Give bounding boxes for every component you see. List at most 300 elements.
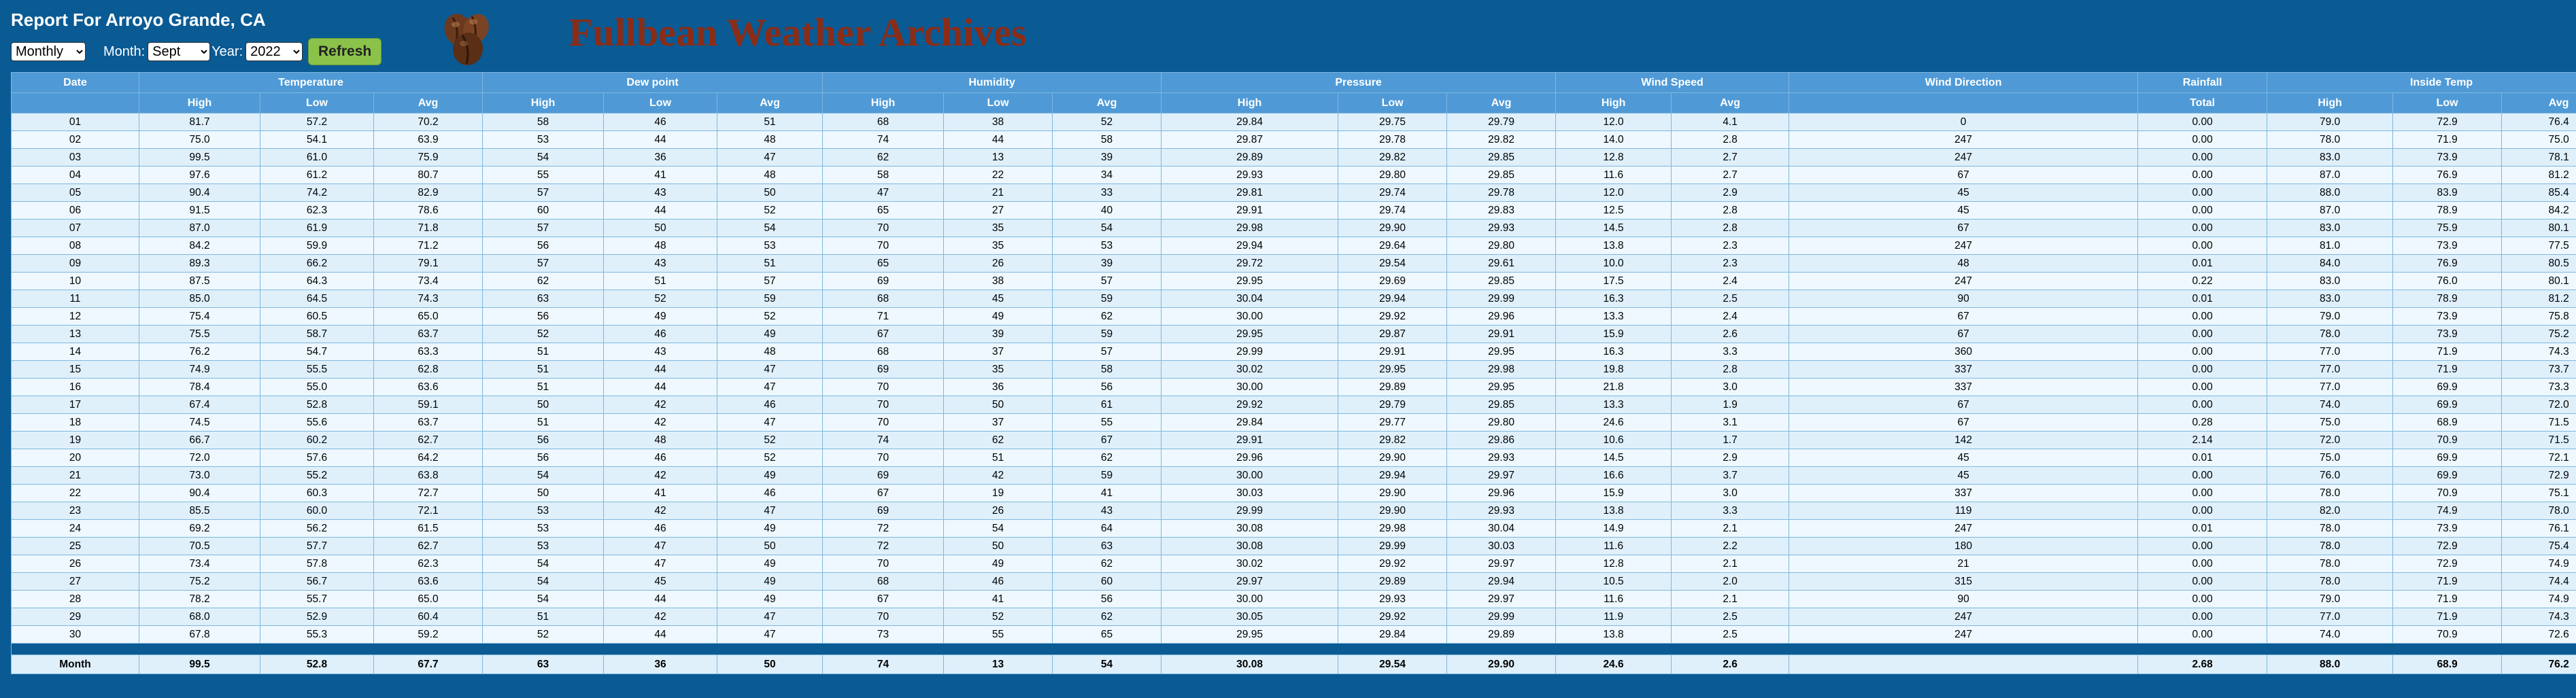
table-cell: 54 [483,591,604,608]
group-header-wind-speed: Wind Speed [1556,73,1789,93]
table-cell: 75.2 [139,573,260,591]
table-cell: 30.04 [1447,520,1556,538]
table-cell: 81.7 [139,114,260,131]
table-row [12,255,2576,273]
table-cell: 50 [483,485,604,502]
table-cell: 25 [12,538,139,555]
summary-cell: 63 [483,655,604,674]
subheader-cell: Avg [717,93,823,114]
table-cell: 13 [944,149,1053,167]
table-cell: 247 [1789,131,2138,149]
table-cell: 12.8 [1556,555,1672,573]
table-cell: 76.1 [2502,520,2576,538]
table-cell: 37 [944,343,1053,361]
table-row [12,308,2576,326]
table-cell: 12.8 [1556,149,1672,167]
table-cell: 60 [1053,573,1162,591]
table-cell: 247 [1789,149,2138,167]
table-cell: 57 [1053,343,1162,361]
table-cell: 30 [12,626,139,644]
month-select[interactable] [148,42,210,61]
table-cell: 39 [1053,149,1162,167]
table-cell: 2.8 [1672,131,1789,149]
summary-cell: 30.08 [1162,655,1338,674]
table-cell: 59.1 [374,396,483,414]
table-cell: 29.97 [1447,555,1556,573]
subheader-cell: Low [260,93,374,114]
table-cell: 85.0 [139,290,260,308]
table-cell: 56 [1053,379,1162,396]
summary-cell: 29.90 [1447,655,1556,674]
summary-cell: 99.5 [139,655,260,674]
table-cell: 29.99 [1447,290,1556,308]
table-cell: 47 [717,361,823,379]
table-cell: 76.4 [2502,114,2576,131]
table-cell: 49 [717,520,823,538]
table-cell: 2.1 [1672,520,1789,538]
subheader-cell: Avg [2502,93,2576,114]
table-cell: 78.4 [139,379,260,396]
table-cell: 67.4 [139,396,260,414]
table-cell: 64.5 [260,290,374,308]
table-cell: 14 [12,343,139,361]
table-cell: 48 [1789,255,2138,273]
summary-cell: 52.8 [260,655,374,674]
table-cell: 29.93 [1447,449,1556,467]
table-cell: 69 [823,502,944,520]
table-cell: 69.9 [2393,379,2502,396]
table-cell: 49 [717,555,823,573]
table-cell: 0.00 [2138,361,2267,379]
table-cell: 81.2 [2502,290,2576,308]
table-cell: 71.9 [2393,608,2502,626]
table-cell: 44 [604,379,717,396]
table-cell: 13.8 [1556,626,1672,644]
table-cell: 0.00 [2138,467,2267,485]
table-cell: 29.98 [1338,520,1447,538]
table-cell: 10.0 [1556,255,1672,273]
table-row [12,467,2576,485]
table-cell: 49 [717,326,823,343]
table-cell: 29.90 [1338,502,1447,520]
table-cell: 29.95 [1338,361,1447,379]
table-cell: 68.9 [2393,414,2502,432]
table-row [12,520,2576,538]
subheader-cell: Avg [1447,93,1556,114]
table-cell: 337 [1789,379,2138,396]
table-cell: 16.3 [1556,343,1672,361]
table-cell: 42 [604,467,717,485]
summary-cell: 2.6 [1672,655,1789,674]
table-cell: 72.1 [374,502,483,520]
table-cell: 13 [12,326,139,343]
table-cell: 29.54 [1338,255,1447,273]
table-cell: 0.00 [2138,555,2267,573]
table-cell: 11.9 [1556,608,1672,626]
table-cell: 62 [1053,308,1162,326]
table-cell: 73.7 [2502,361,2576,379]
table-cell: 65.0 [374,308,483,326]
table-cell: 1.9 [1672,396,1789,414]
table-cell: 42 [604,396,717,414]
table-cell: 54 [717,220,823,237]
table-cell: 57.6 [260,449,374,467]
table-cell: 47 [717,608,823,626]
table-cell: 91.5 [139,202,260,220]
table-cell: 76.2 [139,343,260,361]
table-cell: 29.69 [1338,273,1447,290]
table-cell: 29.79 [1447,114,1556,131]
table-cell: 80.1 [2502,220,2576,237]
table-cell: 75.0 [2267,449,2393,467]
table-cell: 47 [717,626,823,644]
table-cell: 65 [1053,626,1162,644]
table-cell: 67 [1789,326,2138,343]
table-cell: 46 [717,396,823,414]
table-cell: 43 [604,343,717,361]
table-cell: 12.0 [1556,114,1672,131]
table-cell: 2.2 [1672,538,1789,555]
table-cell: 30.00 [1162,308,1338,326]
table-cell: 51 [483,414,604,432]
table-cell: 73.9 [2393,149,2502,167]
table-cell: 84.2 [139,237,260,255]
table-cell: 16 [12,379,139,396]
table-cell: 29.74 [1338,202,1447,220]
table-cell: 87.0 [2267,167,2393,184]
table-cell: 85.5 [139,502,260,520]
table-cell: 2.4 [1672,308,1789,326]
table-row [12,608,2576,626]
table-cell: 11.6 [1556,591,1672,608]
table-cell: 51 [604,273,717,290]
table-cell: 4.1 [1672,114,1789,131]
table-cell: 54 [483,555,604,573]
table-cell: 62 [1053,608,1162,626]
table-cell: 74.9 [2502,555,2576,573]
table-cell: 60.3 [260,485,374,502]
table-cell: 68 [823,290,944,308]
refresh-button[interactable]: Refresh [308,38,382,65]
table-cell: 52.9 [260,608,374,626]
table-cell: 59 [1053,326,1162,343]
table-cell: 10.6 [1556,432,1672,449]
table-cell: 45 [1789,202,2138,220]
table-row [12,131,2576,149]
table-cell: 63 [1053,538,1162,555]
table-cell: 56 [1053,591,1162,608]
table-cell: 11.6 [1556,538,1672,555]
table-cell: 78.0 [2267,520,2393,538]
table-cell: 46 [604,114,717,131]
table-cell: 35 [944,220,1053,237]
table-cell: 48 [717,167,823,184]
table-cell: 29.95 [1162,273,1338,290]
table-cell: 0.00 [2138,573,2267,591]
table-cell: 57 [483,184,604,202]
table-cell: 44 [604,202,717,220]
table-cell: 76.9 [2393,167,2502,184]
table-cell: 0.00 [2138,591,2267,608]
table-cell: 74.9 [2393,502,2502,520]
table-cell: 67 [823,485,944,502]
table-cell: 78.0 [2267,538,2393,555]
table-cell: 74.4 [2502,573,2576,591]
table-cell: 47 [717,502,823,520]
table-cell: 74.0 [2267,396,2393,414]
table-cell: 04 [12,167,139,184]
table-cell: 30.02 [1162,555,1338,573]
table-cell: 87.5 [139,273,260,290]
table-cell: 56.7 [260,573,374,591]
table-cell: 62.3 [260,202,374,220]
table-cell: 0.00 [2138,220,2267,237]
table-cell: 14.5 [1556,449,1672,467]
table-row [12,184,2576,202]
table-cell: 46 [604,520,717,538]
site-title: Fullbean Weather Archives [569,10,1027,54]
table-cell: 247 [1789,237,2138,255]
table-cell: 74 [823,432,944,449]
table-cell: 48 [717,343,823,361]
table-cell: 2.9 [1672,184,1789,202]
table-cell: 70.9 [2393,485,2502,502]
table-cell: 21 [1789,555,2138,573]
table-cell: 54.7 [260,343,374,361]
summary-cell: 76.2 [2502,655,2576,674]
table-cell: 05 [12,184,139,202]
table-cell: 72.1 [2502,449,2576,467]
table-cell: 23 [12,502,139,520]
subheader-cell: Low [604,93,717,114]
table-cell: 29.83 [1447,202,1556,220]
table-row [12,361,2576,379]
table-cell: 83.0 [2267,290,2393,308]
group-header-dew-point: Dew point [483,73,823,93]
table-cell: 47 [823,184,944,202]
subheader-row [12,93,2576,114]
table-cell: 71.9 [2393,361,2502,379]
table-cell: 06 [12,202,139,220]
table-cell: 57 [483,220,604,237]
table-cell: 26 [944,502,1053,520]
table-cell: 54 [1053,220,1162,237]
table-cell: 30.08 [1162,520,1338,538]
table-cell: 66.2 [260,255,374,273]
table-cell: 26 [12,555,139,573]
table-cell: 2.4 [1672,273,1789,290]
table-cell: 89.3 [139,255,260,273]
table-cell: 55.3 [260,626,374,644]
table-row [12,432,2576,449]
table-cell: 29.92 [1338,555,1447,573]
table-cell: 79.0 [2267,591,2393,608]
table-cell: 99.5 [139,149,260,167]
table-cell: 70 [823,237,944,255]
table-cell: 72 [823,520,944,538]
table-cell: 72.9 [2502,467,2576,485]
table-cell: 56.2 [260,520,374,538]
table-cell: 2.8 [1672,202,1789,220]
table-cell: 49 [717,467,823,485]
table-cell: 0.00 [2138,202,2267,220]
table-cell: 2.8 [1672,361,1789,379]
table-cell: 0.00 [2138,308,2267,326]
weather-data-table [11,72,2576,674]
table-cell: 29.92 [1162,396,1338,414]
table-cell: 0.00 [2138,114,2267,131]
table-cell: 41 [604,485,717,502]
table-cell: 47 [717,149,823,167]
table-cell: 74.3 [2502,608,2576,626]
table-cell: 64.3 [260,273,374,290]
table-cell: 55 [1053,414,1162,432]
table-cell: 62.8 [374,361,483,379]
table-cell: 44 [604,131,717,149]
table-cell: 2.1 [1672,555,1789,573]
table-cell: 64.2 [374,449,483,467]
table-cell: 29.94 [1447,573,1556,591]
table-cell: 65.0 [374,591,483,608]
table-cell: 29.93 [1447,502,1556,520]
table-cell: 2.3 [1672,255,1789,273]
table-cell: 29.94 [1162,237,1338,255]
table-cell: 59 [1053,467,1162,485]
table-cell: 14.0 [1556,131,1672,149]
table-row [12,626,2576,644]
subheader-cell: Low [2393,93,2502,114]
table-cell: 78.0 [2267,573,2393,591]
table-cell: 07 [12,220,139,237]
table-row [12,449,2576,467]
table-cell: 30.03 [1447,538,1556,555]
table-cell: 52 [717,449,823,467]
table-cell: 79.0 [2267,308,2393,326]
table-cell: 29.80 [1447,237,1556,255]
table-row [12,290,2576,308]
table-cell: 60.5 [260,308,374,326]
table-cell: 29.93 [1447,220,1556,237]
table-cell: 2.3 [1672,237,1789,255]
subheader-cell: Total [2138,93,2267,114]
table-cell: 49 [717,573,823,591]
subheader-cell [1789,93,2138,114]
table-cell: 2.1 [1672,591,1789,608]
table-cell: 53 [483,538,604,555]
table-cell: 78.0 [2267,485,2393,502]
table-cell: 84.0 [2267,255,2393,273]
table-cell: 0.00 [2138,485,2267,502]
table-cell: 36 [604,149,717,167]
table-cell: 29.89 [1338,379,1447,396]
table-cell: 73.3 [2502,379,2576,396]
table-cell: 57 [717,273,823,290]
table-cell: 78.0 [2267,326,2393,343]
year-select[interactable] [245,42,303,61]
table-cell: 74.3 [374,290,483,308]
table-cell: 29.72 [1162,255,1338,273]
table-cell: 29.78 [1338,131,1447,149]
table-cell: 29.90 [1338,485,1447,502]
table-cell: 55 [944,626,1053,644]
table-cell: 71.9 [2393,591,2502,608]
table-cell: 51 [717,255,823,273]
table-cell: 50 [944,538,1053,555]
table-cell: 29.93 [1338,591,1447,608]
table-cell: 0.00 [2138,396,2267,414]
table-cell: 1.7 [1672,432,1789,449]
table-cell: 74.5 [139,414,260,432]
table-cell: 29.84 [1162,414,1338,432]
table-cell: 69.9 [2393,396,2502,414]
table-cell: 70.5 [139,538,260,555]
table-cell: 40 [1053,202,1162,220]
table-cell: 29.90 [1338,449,1447,467]
subheader-cell: High [1556,93,1672,114]
table-cell: 02 [12,131,139,149]
table-cell: 29.93 [1162,167,1338,184]
table-cell: 59.9 [260,237,374,255]
table-cell: 14.5 [1556,220,1672,237]
table-cell: 84.2 [2502,202,2576,220]
summary-cell: 50 [717,655,823,674]
table-cell: 82.9 [374,184,483,202]
month-label: Month: [103,43,146,59]
table-cell: 53 [483,520,604,538]
table-cell: 58 [823,167,944,184]
table-cell: 29.96 [1447,485,1556,502]
table-cell: 38 [944,273,1053,290]
table-cell: 49 [717,591,823,608]
table-cell: 12.0 [1556,184,1672,202]
table-cell: 75.4 [139,308,260,326]
table-row [12,379,2576,396]
table-cell: 51 [483,343,604,361]
table-cell: 15.9 [1556,485,1672,502]
table-cell: 68 [823,573,944,591]
table-cell: 71 [823,308,944,326]
subheader-cell: Avg [1672,93,1789,114]
table-cell: 29.89 [1338,573,1447,591]
table-cell: 42 [604,414,717,432]
table-cell: 0.01 [2138,290,2267,308]
table-cell: 64 [1053,520,1162,538]
table-row [12,273,2576,290]
table-cell: 45 [944,290,1053,308]
table-cell: 46 [717,485,823,502]
table-cell: 15 [12,361,139,379]
table-cell: 60.0 [260,502,374,520]
table-cell: 78.1 [2502,149,2576,167]
table-cell: 47 [604,555,717,573]
table-row [12,114,2576,131]
table-cell: 77.0 [2267,343,2393,361]
table-cell: 58.7 [260,326,374,343]
table-cell: 30.00 [1162,379,1338,396]
table-cell: 34 [1053,167,1162,184]
summary-cell: 68.9 [2393,655,2502,674]
table-cell: 56 [483,237,604,255]
table-cell: 70.9 [2393,432,2502,449]
table-cell: 19.8 [1556,361,1672,379]
table-cell: 10 [12,273,139,290]
summary-cell: Month [12,655,139,674]
table-cell: 75.9 [2393,220,2502,237]
table-cell: 53 [483,131,604,149]
table-cell: 0.00 [2138,237,2267,255]
period-select[interactable] [11,42,86,61]
table-cell: 43 [604,255,717,273]
